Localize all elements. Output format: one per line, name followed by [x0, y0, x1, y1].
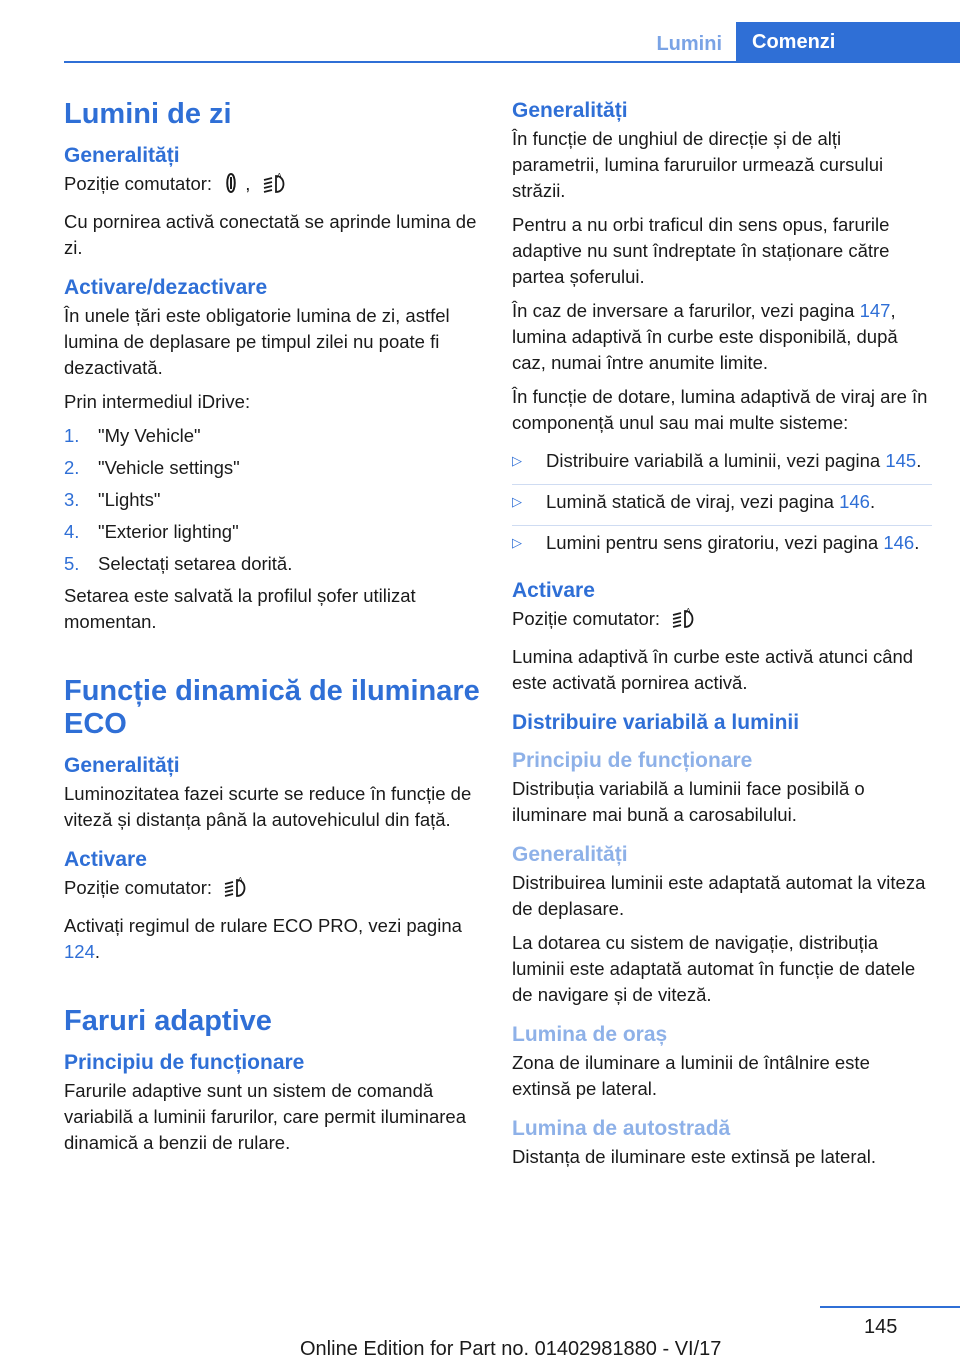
page-link[interactable]: 124 [64, 941, 95, 962]
city-light-text: Zona de iluminare a luminii de întâlnire este extinsă pe lateral. [512, 1052, 870, 1099]
adaptive-headlights-title: Faruri adaptive [64, 1005, 272, 1037]
auto-headlight-switch-icon [262, 172, 288, 201]
eco-lighting-title: Funcție dinamică de iluminare ECO [64, 675, 480, 740]
list-item [64, 487, 480, 513]
list-item [64, 519, 480, 545]
right-column [512, 98, 932, 1178]
general-heading: Generalități [512, 99, 628, 122]
header-rule [64, 61, 960, 63]
step-text: "Exterior lighting" [98, 521, 239, 542]
step-text: Selectați setarea dorită. [98, 553, 293, 574]
list-item [64, 455, 480, 481]
headlight-reversal-text: În caz de inversare a farurilor, vezi pagina 147, lumina adaptivă în curbe este disponibilă, după caz, numai între anumite limite. [512, 300, 898, 373]
variable-distribution-text: Distribuția variabilă a luminii face posibilă o iluminare mai bună a carosabilului. [512, 778, 865, 825]
step-number: 3. [64, 489, 80, 510]
parking-light-switch-icon [223, 172, 239, 201]
adaptive-principle-text: Farurile adaptive sunt un sistem de comandă variabilă a luminii farurilor, care permit iluminarea dinamică a benzii de rulare. [64, 1080, 467, 1153]
step-number: 5. [64, 553, 80, 574]
activation-heading: Activare [512, 579, 595, 602]
step-text: "My Vehicle" [98, 425, 201, 446]
motorway-light-text: Distanța de iluminare este extinsă pe lateral. [512, 1146, 877, 1167]
list-item [64, 551, 480, 577]
footer-rule [820, 1306, 960, 1308]
speed-adapted-text: Distribuirea luminii este adaptată automat la viteza de deplasare. [512, 872, 926, 919]
switch-position-line [64, 875, 480, 905]
switch-position-line [512, 606, 932, 636]
page-link[interactable]: 146 [883, 532, 915, 553]
switch-position-label: Poziție comutator: [512, 608, 661, 629]
eco-general-text: Luminozitatea fazei scurte se reduce în funcție de viteză și distanța până la autovehiculul din față. [64, 783, 472, 830]
page-number: 145 [864, 1316, 898, 1338]
switch-position-line [64, 171, 480, 201]
general-heading: Generalități [512, 843, 628, 866]
general-heading: Generalități [64, 754, 180, 777]
svg-text:A: A [238, 877, 243, 884]
cornering-light-text: Lumina adaptivă în curbe este activă atunci când este activată pornirea activă. [512, 646, 914, 693]
step-text: "Vehicle settings" [98, 457, 240, 478]
step-number: 1. [64, 425, 80, 446]
page-link[interactable]: 145 [885, 450, 917, 471]
auto-headlight-switch-icon [223, 876, 249, 905]
page-link[interactable]: 147 [859, 300, 891, 321]
step-number: 4. [64, 521, 80, 542]
daylights-title: Lumini de zi [64, 98, 232, 130]
variable-distribution-heading: Distribuire variabilă a luminii [512, 711, 800, 734]
svg-text:A: A [276, 173, 282, 180]
motorway-light-heading: Lumina de autostradă [512, 1117, 731, 1140]
auto-headlight-switch-icon [671, 607, 697, 636]
list-item: ▷ Distribuire variabilă a luminii, vezi pagina 145. [512, 444, 932, 485]
edition-footer: Online Edition for Part no. 01402981880 - VI/17 [300, 1338, 722, 1360]
switch-position-label: Poziție comutator: [64, 173, 213, 194]
activate-deactivate-heading: Activare/dezactivare [64, 276, 268, 299]
section-tab: Lumini [656, 33, 722, 55]
navigation-adapted-text: La dotarea cu sistem de navigație, distribuția luminii este adaptată automat în funcție de datele de navigare și de viteză. [512, 932, 916, 1005]
triangle-bullet-icon: ▷ [512, 453, 522, 468]
svg-text:A: A [686, 608, 691, 615]
steering-angle-text: În funcție de unghiul de direcție și de alți parametrii, lumina faruruilor urmează cursului străzii. [512, 128, 884, 201]
general-heading: Generalități [64, 144, 180, 167]
switch-position-label: Poziție comutator: [64, 877, 213, 898]
city-light-heading: Lumina de oraș [512, 1023, 668, 1046]
list-item [64, 423, 480, 449]
idrive-text: Prin intermediul iDrive: [64, 391, 251, 412]
eco-pro-text: Activați regimul de rulare ECO PRO, vezi pagina 124. [64, 915, 462, 962]
profile-saved-text: Setarea este salvată la profilul șofer utilizat momentan. [64, 585, 416, 632]
operating-principle-heading: Principiu de funcționare [64, 1051, 305, 1074]
operating-principle-heading: Principiu de funcționare [512, 749, 753, 772]
page-header [0, 0, 960, 64]
step-number: 2. [64, 457, 80, 478]
systems-list [512, 444, 932, 566]
step-text: "Lights" [98, 489, 161, 510]
no-glare-text: Pentru a nu orbi traficul din sens opus, farurile adaptive nu sunt îndreptate în staționare către partea șoferului. [512, 214, 890, 287]
list-item: ▷ Lumini pentru sens giratoriu, vezi pagina 146. [512, 526, 932, 566]
activation-text: În unele țări este obligatorie lumina de zi, astfel lumina de deplasare pe timpul zilei nu poate fi dezactivată. [64, 305, 450, 378]
activation-heading: Activare [64, 848, 147, 871]
triangle-bullet-icon: ▷ [512, 494, 522, 509]
idrive-steps-list [64, 423, 480, 577]
systems-intro-text: În funcție de dotare, lumina adaptivă de viraj are în componență unul sau mai multe sisteme: [512, 386, 928, 433]
page-link[interactable]: 146 [839, 491, 870, 512]
daylight-general-text: Cu pornirea activă conectată se aprinde lumina de zi. [64, 211, 477, 258]
list-item: ▷ Lumină statică de viraj, vezi pagina 146. [512, 485, 932, 526]
left-column [64, 98, 480, 1164]
triangle-bullet-icon: ▷ [512, 535, 522, 550]
switch-separator: , [245, 173, 251, 194]
chapter-tab: Comenzi [736, 22, 960, 62]
